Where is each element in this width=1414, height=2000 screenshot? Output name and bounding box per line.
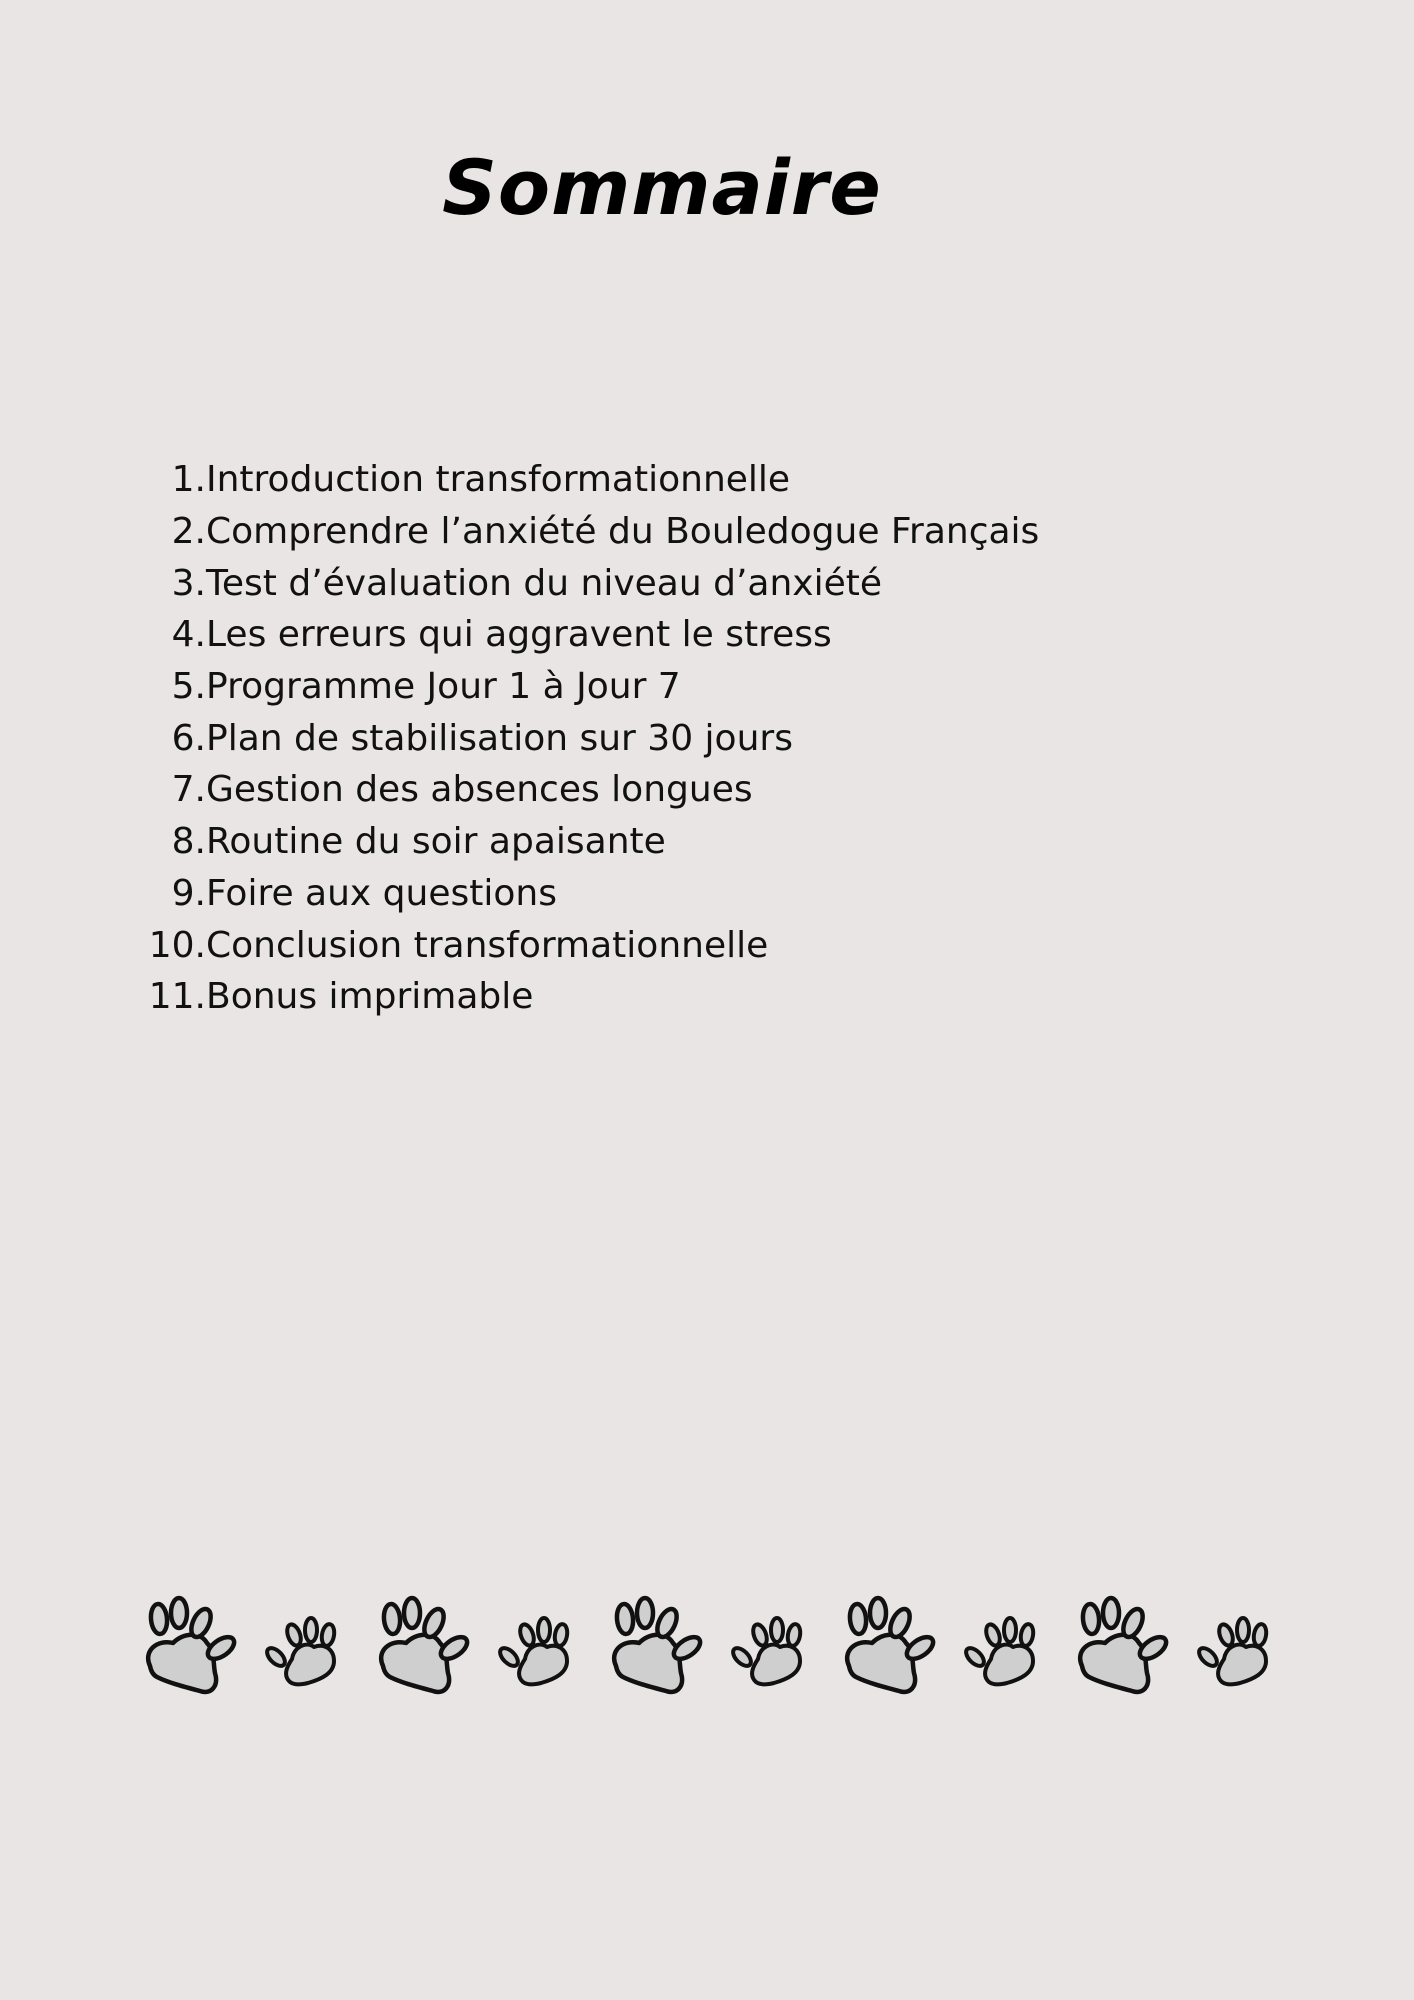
toc-item-label: Routine du soir apaisante bbox=[206, 821, 666, 863]
paw-print-icon bbox=[963, 1618, 1035, 1684]
toc-item-number: 11. bbox=[148, 976, 206, 1018]
table-of-contents bbox=[140, 454, 1039, 1023]
toc-item bbox=[140, 454, 1039, 506]
toc-item-label: Test d’évaluation du niveau d’anxiété bbox=[206, 562, 883, 604]
toc-item-number: 5. bbox=[171, 666, 206, 708]
toc-item-label: Les erreurs qui aggravent le stress bbox=[206, 614, 832, 656]
paw-print-icon bbox=[1080, 1598, 1170, 1692]
toc-item bbox=[140, 609, 1039, 661]
toc-item-label: Comprendre l’anxiété du Bouledogue Français bbox=[206, 511, 1040, 553]
toc-item-label: Programme Jour 1 à Jour 7 bbox=[206, 666, 681, 708]
paw-print-icon bbox=[148, 1598, 238, 1692]
toc-item-number: 7. bbox=[171, 769, 206, 811]
toc-item-number: 3. bbox=[171, 562, 206, 604]
toc-item-label: Plan de stabilisation sur 30 jours bbox=[206, 717, 793, 759]
toc-item-label: Bonus imprimable bbox=[206, 976, 534, 1018]
toc-item-label: Introduction transformationnelle bbox=[206, 459, 791, 501]
toc-item bbox=[140, 506, 1039, 558]
toc-item bbox=[140, 661, 1039, 713]
toc-item-number: 10. bbox=[148, 924, 206, 966]
paw-print-icon bbox=[497, 1618, 569, 1684]
toc-item-label: Gestion des absences longues bbox=[206, 769, 753, 811]
paw-print-border bbox=[0, 1585, 1414, 1695]
toc-item-number: 2. bbox=[171, 511, 206, 553]
toc-item-label: Conclusion transformationnelle bbox=[206, 924, 769, 966]
toc-item bbox=[140, 712, 1039, 764]
toc-item bbox=[140, 764, 1039, 816]
page-title: Sommaire bbox=[442, 143, 882, 232]
toc-item bbox=[140, 919, 1039, 971]
toc-item bbox=[140, 816, 1039, 868]
toc-item-number: 1. bbox=[171, 459, 206, 501]
paw-print-icon bbox=[264, 1618, 336, 1684]
toc-item-label: Foire aux questions bbox=[206, 872, 557, 914]
toc-item bbox=[140, 557, 1039, 609]
paw-print-icon bbox=[730, 1618, 802, 1684]
paw-print-icon bbox=[614, 1598, 704, 1692]
paw-print-icon bbox=[847, 1598, 937, 1692]
toc-item-number: 6. bbox=[171, 717, 206, 759]
toc-item-number: 9. bbox=[171, 872, 206, 914]
paw-print-row bbox=[0, 1585, 1414, 1695]
toc-item-number: 8. bbox=[171, 821, 206, 863]
toc-item bbox=[140, 971, 1039, 1023]
paw-print-icon bbox=[1196, 1618, 1268, 1684]
toc-item bbox=[140, 868, 1039, 920]
paw-print-icon bbox=[381, 1598, 471, 1692]
toc-item-number: 4. bbox=[171, 614, 206, 656]
